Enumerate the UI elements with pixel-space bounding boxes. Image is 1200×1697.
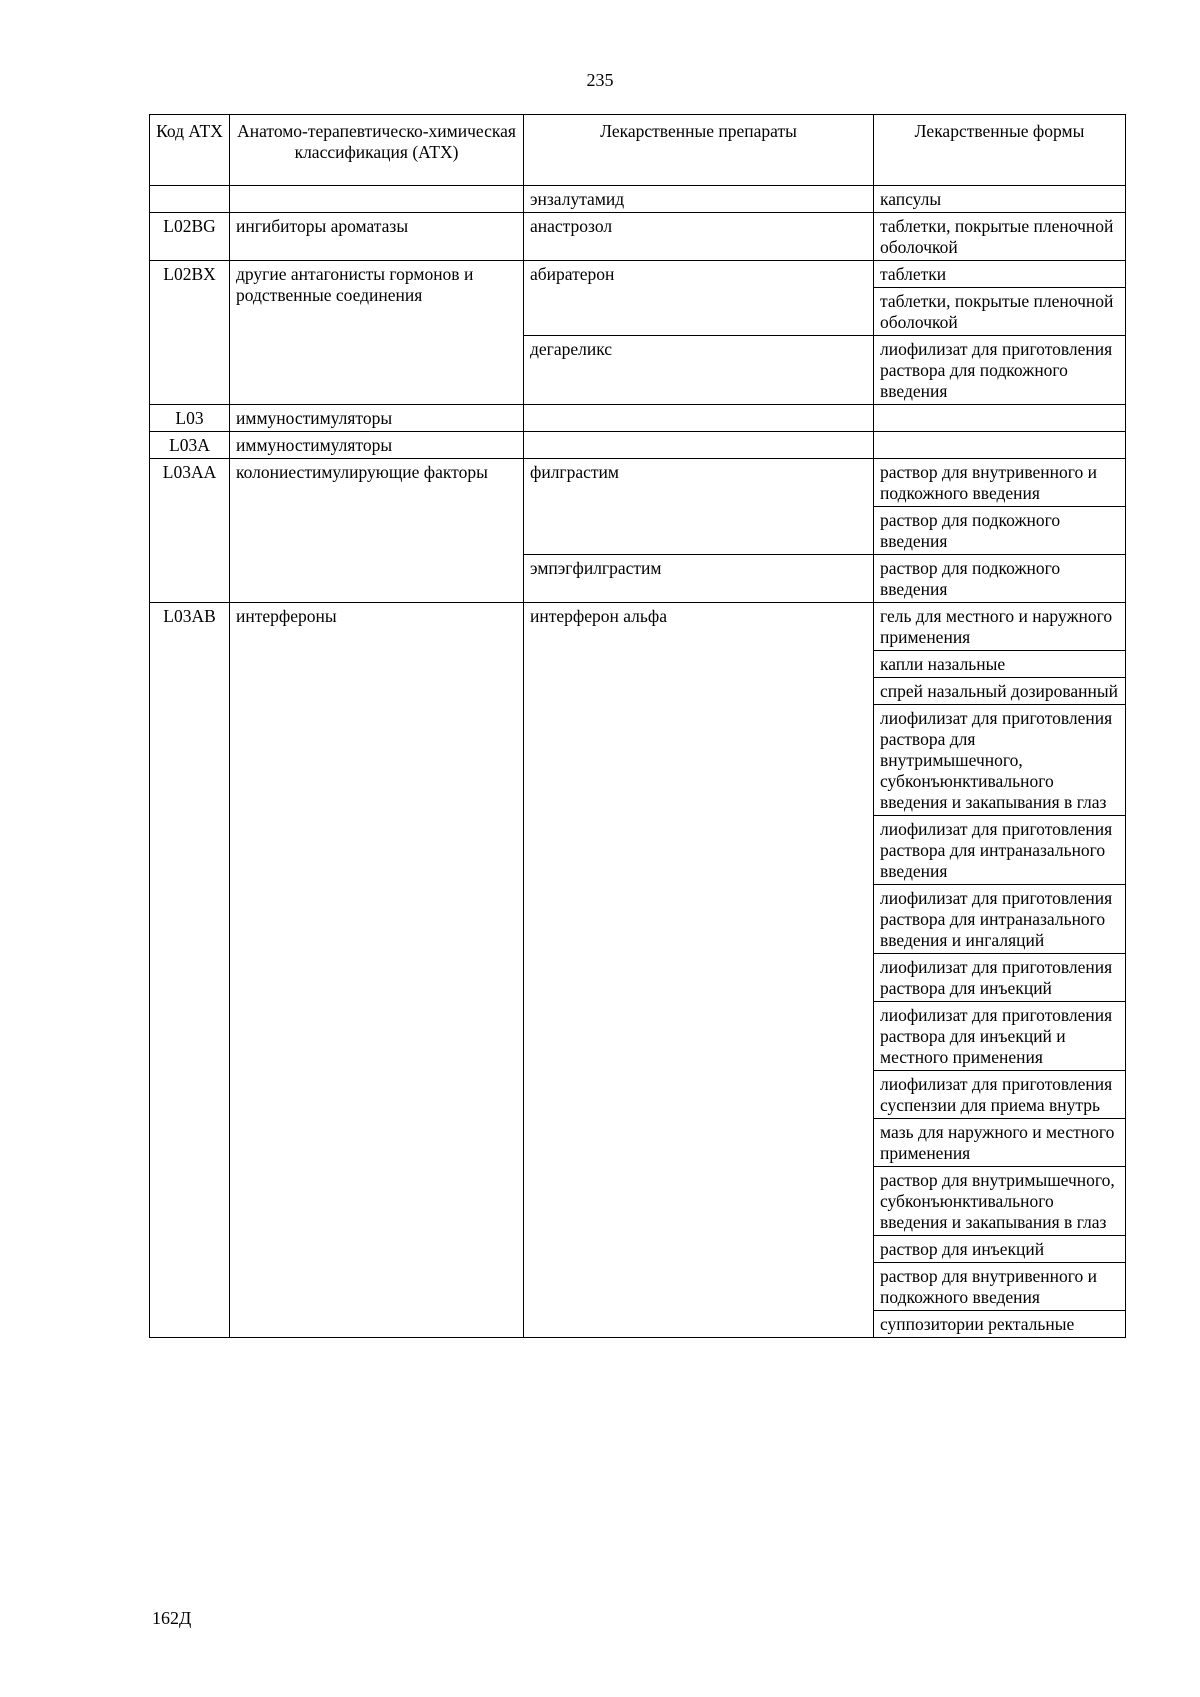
drug-cell: анастрозол: [524, 213, 874, 261]
table-row: [150, 432, 1126, 459]
form-cell: раствор для внутримышечного, субконъюнктивального введения и закапывания в глаз: [874, 1167, 1126, 1236]
code-cell: L02BX: [150, 261, 230, 405]
form-cell: [874, 405, 1126, 432]
code-cell: [150, 186, 230, 213]
drug-cell: энзалутамид: [524, 186, 874, 213]
atc-cell: иммуностимуляторы: [230, 432, 524, 459]
atc-cell: колониестимулирующие факторы: [230, 459, 524, 603]
atc-cell: интерфероны: [230, 603, 524, 1338]
drug-cell: [524, 405, 874, 432]
code-cell: L03AA: [150, 459, 230, 603]
form-cell: лиофилизат для приготовления раствора для интраназального введения: [874, 816, 1126, 885]
code-cell: L03: [150, 405, 230, 432]
table-row: [150, 186, 1126, 213]
atc-cell: другие антагонисты гормонов и родственные соединения: [230, 261, 524, 405]
drug-cell: абиратерон: [524, 261, 874, 336]
form-cell: лиофилизат для приготовления раствора для внутримышечного, субконъюнктивального введения и закапывания в глаз: [874, 705, 1126, 816]
form-cell: таблетки, покрытые пленочной оболочкой: [874, 288, 1126, 336]
table-row: [150, 213, 1126, 261]
table-row: [150, 405, 1126, 432]
code-cell: L03AB: [150, 603, 230, 1338]
drug-cell: интерферон альфа: [524, 603, 874, 1338]
form-cell: капли назальные: [874, 651, 1126, 678]
form-cell: раствор для инъекций: [874, 1236, 1126, 1263]
form-cell: суппозитории ректальные: [874, 1311, 1126, 1338]
table-row: [150, 603, 1126, 651]
atc-cell: [230, 186, 524, 213]
form-cell: лиофилизат для приготовления раствора для инъекций и местного применения: [874, 1002, 1126, 1071]
table-header-row: [150, 115, 1126, 186]
form-cell: лиофилизат для приготовления раствора для инъекций: [874, 954, 1126, 1002]
form-cell: мазь для наружного и местного применения: [874, 1119, 1126, 1167]
drug-cell: [524, 432, 874, 459]
form-cell: раствор для внутривенного и подкожного введения: [874, 1263, 1126, 1311]
form-cell: гель для местного и наружного применения: [874, 603, 1126, 651]
header-code: Код АТХ: [150, 115, 230, 186]
atc-drug-table: [149, 114, 1126, 1338]
table-row: [150, 261, 1126, 288]
document-code: 162Д: [152, 1608, 192, 1628]
drug-cell: эмпэгфилграстим: [524, 555, 874, 603]
code-cell: L03A: [150, 432, 230, 459]
form-cell: раствор для подкожного введения: [874, 555, 1126, 603]
form-cell: спрей назальный дозированный: [874, 678, 1126, 705]
form-cell: таблетки: [874, 261, 1126, 288]
drug-cell: дегареликс: [524, 336, 874, 405]
form-cell: [874, 432, 1126, 459]
form-cell: капсулы: [874, 186, 1126, 213]
atc-cell: ингибиторы ароматазы: [230, 213, 524, 261]
header-atc: Анатомо-терапевтическо-химическая классификация (АТХ): [230, 115, 524, 186]
form-cell: таблетки, покрытые пленочной оболочкой: [874, 213, 1126, 261]
header-forms: Лекарственные формы: [874, 115, 1126, 186]
drug-cell: филграстим: [524, 459, 874, 555]
form-cell: раствор для подкожного введения: [874, 507, 1126, 555]
code-cell: L02BG: [150, 213, 230, 261]
form-cell: лиофилизат для приготовления раствора для подкожного введения: [874, 336, 1126, 405]
form-cell: лиофилизат для приготовления суспензии для приема внутрь: [874, 1071, 1126, 1119]
atc-cell: иммуностимуляторы: [230, 405, 524, 432]
page-number: 235: [586, 70, 614, 90]
table-row: [150, 459, 1126, 507]
form-cell: раствор для внутривенного и подкожного введения: [874, 459, 1126, 507]
form-cell: лиофилизат для приготовления раствора для интраназального введения и ингаляций: [874, 885, 1126, 954]
header-drugs: Лекарственные препараты: [524, 115, 874, 186]
